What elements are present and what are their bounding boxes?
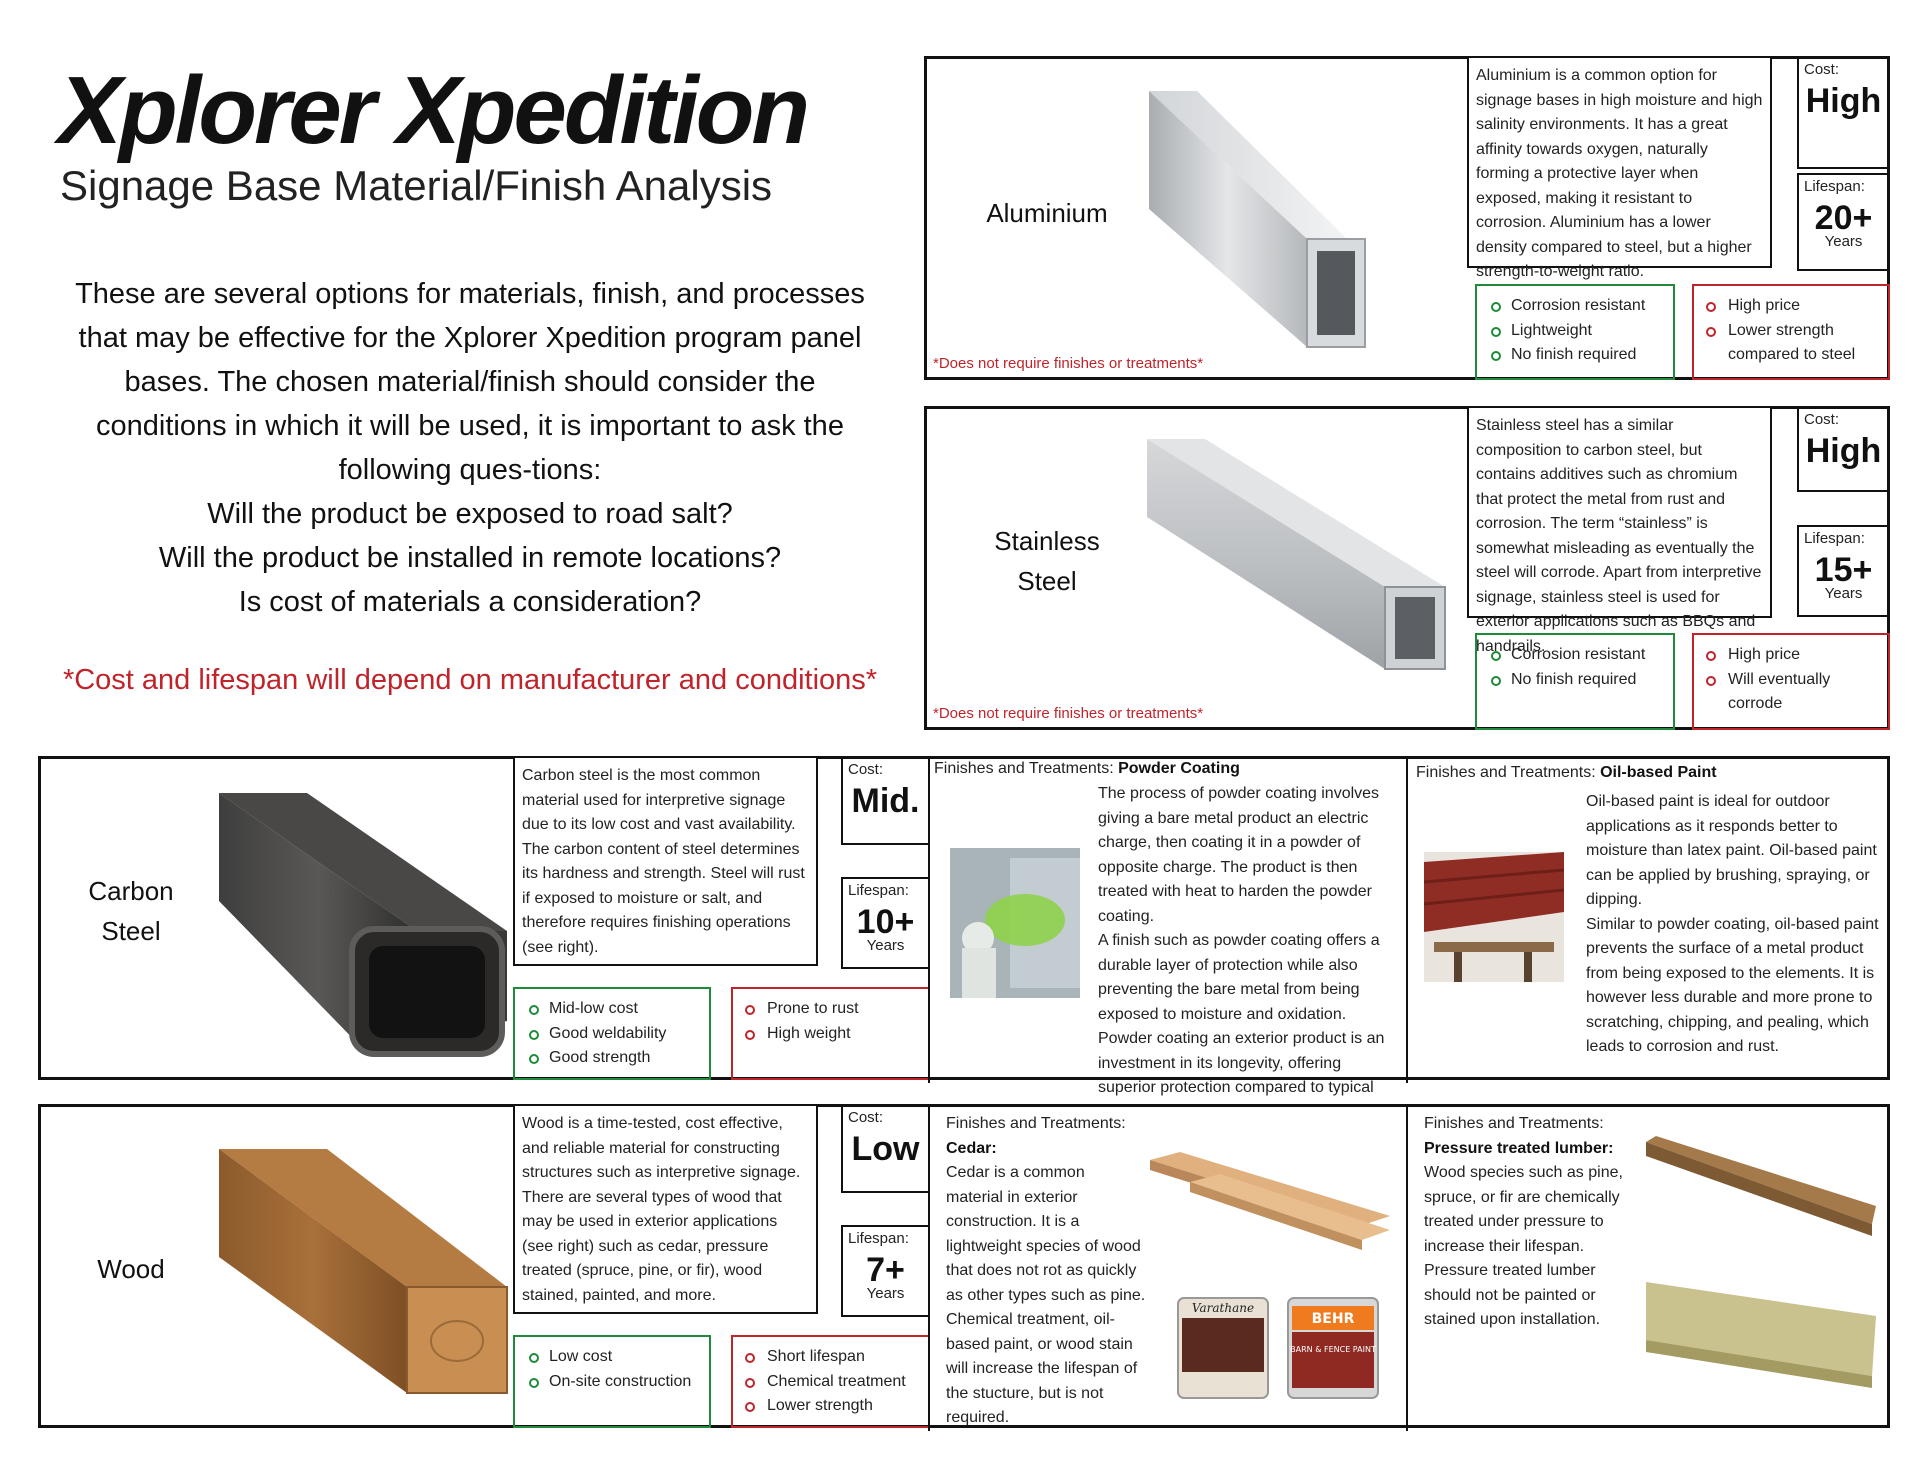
material-name-line: Stainless — [994, 526, 1100, 556]
intro-paragraph: These are several options for materials, finish, and processes that may be effective for the Xplorer Xpedition program panel bases. The chosen material/finish should consider the conditions in which it will be used, it is important to ask the following ques-tions: — [75, 278, 865, 486]
finish-title: Powder Coating — [1118, 760, 1240, 777]
con-item: High weight — [733, 1022, 928, 1047]
finish-prefix: Finishes and Treatments: — [1424, 1115, 1604, 1132]
oil-paint-image — [1424, 852, 1564, 982]
con-item: High price — [1694, 294, 1888, 319]
carbon-tube-image — [217, 791, 517, 1061]
material-name-line: Steel — [1017, 566, 1077, 596]
con-item: Prone to rust — [733, 997, 928, 1022]
con-item: High price — [1694, 643, 1888, 668]
cost-label: Cost: — [1804, 61, 1840, 78]
pro-item: No finish required — [1477, 668, 1673, 693]
stainless-tube-image — [1145, 437, 1465, 677]
cons-box — [1692, 284, 1890, 380]
lifespan-box — [841, 877, 930, 969]
material-name: Aluminium — [986, 198, 1108, 228]
con-item: Will eventually corrode — [1694, 668, 1888, 717]
pros-box — [513, 1335, 711, 1428]
lifespan-units: Years — [1824, 233, 1863, 250]
lifespan-value: 15+ — [1814, 551, 1873, 589]
cost-value: Low — [851, 1130, 920, 1168]
intro-question: Will the product be exposed to road salt? — [207, 498, 733, 530]
page-subtitle: Signage Base Material/Finish Analysis — [60, 162, 773, 209]
lifespan-value: 20+ — [1814, 199, 1873, 237]
cost-label: Cost: — [848, 761, 884, 778]
pro-item: No finish required — [1477, 343, 1673, 368]
material-description: Carbon steel is the most common material used for interpretive signage due to its low cost and vast availability. The carbon content of steel determines its hardness and strength. Steel will rust if exposed to moisture or salt, and therefore requires finishing operations (see right). — [513, 756, 818, 966]
con-item: Short lifespan — [733, 1345, 928, 1370]
pro-item: Good strength — [515, 1046, 709, 1071]
cost-box — [1797, 406, 1890, 492]
cons-box — [731, 987, 930, 1080]
cost-box — [1797, 56, 1890, 169]
pro-item: Lightweight — [1477, 319, 1673, 344]
powder-coating-image — [950, 848, 1080, 998]
wood-post-image — [217, 1147, 517, 1397]
cost-label: Cost: — [848, 1109, 884, 1126]
material-description: Stainless steel has a similar composition to carbon steel, but contains additives such as chromium that protect the metal from rust and corrosion. The term “stainless” is somewhat misleading as eventually the steel will corrode. Apart from interpretive signage, stainless steel is used for exterior applications such as BBQs and handrails. — [1467, 406, 1772, 618]
finish-paragraph: Cedar is a common material in exterior construction. It is a lightweight species of wood that does not rot as quickly as other types such as pine. Chemical treatment, oil-based paint, or wood stain will increase the lifespan of the stucture, but is not required. — [946, 1164, 1146, 1426]
aluminium-tube-image — [1147, 89, 1377, 359]
cost-value: High — [1805, 82, 1882, 120]
finish-prefix: Finishes and Treatments: — [946, 1115, 1126, 1132]
finish-panel-powder-coating — [928, 756, 1408, 1096]
finish-paragraph: The process of powder coating involves giving a bare metal product an electric charge, then coating it in a powder of opposite charge. The product is then treated with heat to harden the powder coating. — [1098, 785, 1380, 925]
can-label-text: BARN & FENCE PAINT — [1290, 1345, 1376, 1354]
material-name-line: Steel — [101, 916, 161, 946]
material-name-line: Carbon — [88, 876, 174, 906]
lifespan-box — [1797, 525, 1890, 617]
material-name: Wood — [97, 1254, 165, 1284]
finish-text — [1098, 782, 1398, 1125]
finish-heading — [934, 760, 1240, 778]
finish-title: Cedar: — [946, 1139, 997, 1157]
wood-card — [38, 1104, 1890, 1428]
finish-text — [1424, 1112, 1634, 1333]
finish-paragraph: Similar to powder coating, oil-based paint prevents the surface of a metal product from being exposed to the elements. It is however less durable and more prone to scratching, chipping, and pealing, which leads to corrosion and rust. — [1586, 915, 1879, 1055]
lifespan-label: Lifespan: — [1804, 178, 1865, 195]
finish-text — [1586, 790, 1886, 1060]
lifespan-units: Years — [866, 1285, 905, 1302]
finish-paragraph: Oil-based paint is ideal for outdoor applications as it responds better to moisture than latex paint. Oil-based paint can be applied by brushing, spraying, or dipping. — [1586, 793, 1877, 908]
stain-cans-image — [1176, 1292, 1386, 1402]
lifespan-value: 7+ — [866, 1251, 905, 1289]
con-item: Lower strength compared to steel — [1694, 319, 1888, 368]
lifespan-units: Years — [866, 937, 905, 954]
pro-item: Corrosion resistant — [1477, 294, 1673, 319]
finish-heading — [1416, 764, 1717, 782]
pros-box — [1475, 284, 1675, 380]
cost-value: High — [1805, 432, 1882, 470]
lifespan-box — [841, 1225, 930, 1317]
page-title: Xplorer Xpedition — [58, 57, 808, 164]
finish-paragraph: A finish such as powder coating offers a durable layer of protection while also preventing the bare metal from being exposed to moisture and oxidation. Powder coating an exterior product is an investment in its longevity, offering superior protection compared to typical — [1098, 932, 1385, 1096]
lifespan-units: Years — [1824, 585, 1863, 602]
finish-text — [946, 1112, 1146, 1431]
finish-title: Pressure treated lumber: — [1424, 1139, 1614, 1157]
con-item: Lower strength — [733, 1394, 928, 1419]
material-description: Aluminium is a common option for signage bases in high moisture and high salinity environments. It has a great affinity towards oxygen, naturally forming a protective layer when exposed, making it resistant to corrosion. Aluminium has a lower density compared to steel, but a higher strength-to-weight ratio. — [1467, 56, 1772, 268]
finish-note: *Does not require finishes or treatments* — [933, 705, 1204, 722]
lifespan-value: 10+ — [856, 903, 915, 941]
cost-box — [841, 1104, 930, 1193]
cost-value: Mid. — [851, 782, 920, 820]
finish-title: Oil-based Paint — [1600, 764, 1717, 781]
intro-question: Will the product be installed in remote locations? — [158, 542, 782, 574]
cons-box — [731, 1335, 930, 1428]
cedar-boards-image — [1150, 1152, 1390, 1252]
disclaimer-note: *Cost and lifespan will depend on manufacturer and conditions* — [62, 664, 878, 696]
material-name — [51, 871, 211, 951]
pros-box — [1475, 633, 1675, 730]
material-description: Wood is a time-tested, cost effective, and reliable material for constructing structures such as interpretive signage. There are several types of wood that may be used in exterior applications (see right) such as cedar, pressure treated (spruce, pine, or fir), wood stained, painted, and more. — [513, 1104, 818, 1314]
lifespan-label: Lifespan: — [848, 882, 909, 899]
stainless-card — [924, 406, 1890, 730]
lifespan-label: Lifespan: — [1804, 530, 1865, 547]
can-brand-text: BEHR — [1311, 1311, 1355, 1327]
finish-panel-pressure-treated — [1410, 1104, 1890, 1431]
pros-box — [513, 987, 711, 1080]
pro-item: Low cost — [515, 1345, 709, 1370]
cost-box — [841, 756, 930, 845]
finish-panel-cedar — [928, 1104, 1408, 1431]
pro-item: On-site construction — [515, 1370, 709, 1395]
intro-text — [60, 272, 880, 624]
cost-label: Cost: — [1804, 411, 1840, 428]
finish-panel-oil-based-paint — [1410, 756, 1890, 1083]
aluminium-card — [924, 56, 1890, 380]
pro-item: Good weldability — [515, 1022, 709, 1047]
finish-paragraph: Wood species such as pine, spruce, or fir are chemically treated under pressure to increase their lifespan. Pressure treated lumber should not be painted or stained upon installation. — [1424, 1164, 1623, 1328]
lifespan-box — [1797, 173, 1890, 271]
pro-item: Mid-low cost — [515, 997, 709, 1022]
treated-lumber-image — [1646, 1136, 1886, 1246]
intro-question: Is cost of materials a consideration? — [238, 586, 702, 618]
con-item: Chemical treatment — [733, 1370, 928, 1395]
cons-box — [1692, 633, 1890, 730]
can-brand-text: Varathane — [1191, 1301, 1255, 1315]
pro-item: Corrosion resistant — [1477, 643, 1673, 668]
finish-prefix: Finishes and Treatments: — [1416, 764, 1596, 781]
green-lumber-image — [1646, 1282, 1886, 1392]
lifespan-label: Lifespan: — [848, 1230, 909, 1247]
finish-note: *Does not require finishes or treatments* — [933, 355, 1204, 372]
finish-prefix: Finishes and Treatments: — [934, 760, 1114, 777]
material-name — [967, 521, 1127, 601]
carbon-steel-card — [38, 756, 1890, 1096]
